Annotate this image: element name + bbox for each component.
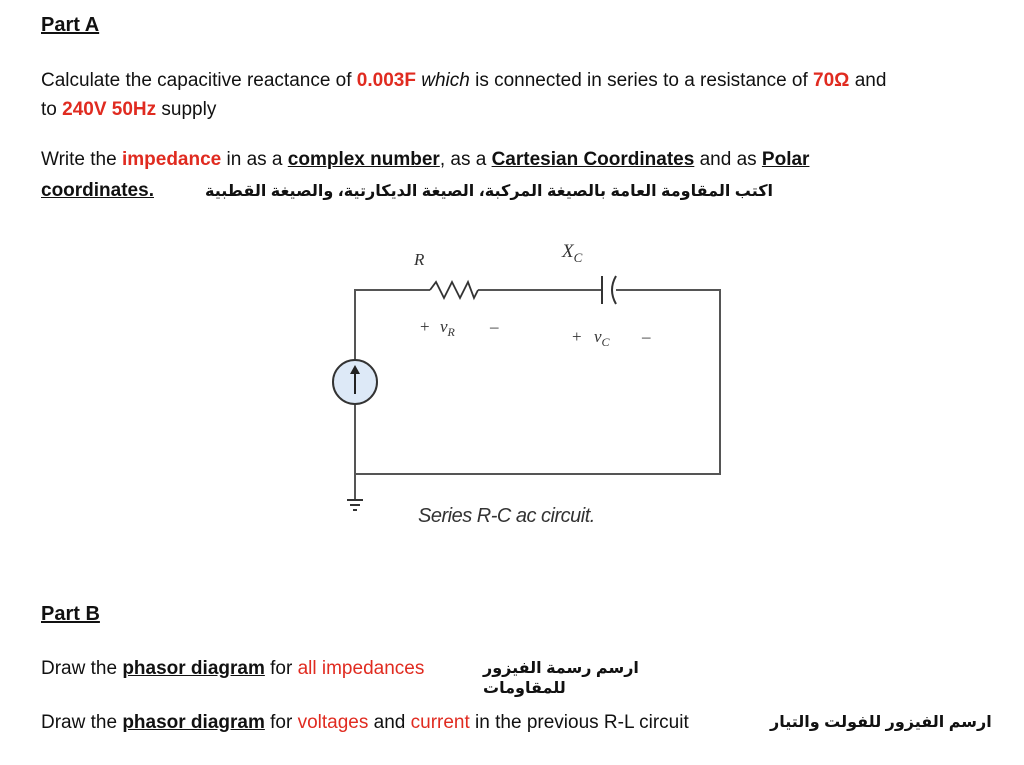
- circuit-wires: [355, 290, 720, 500]
- vc-label: [594, 327, 611, 349]
- part-a-heading: Part A: [41, 14, 100, 36]
- vr-plus-sign: +: [420, 317, 430, 336]
- resistor-label: R: [414, 250, 425, 269]
- text-span: in the previous R-L circuit: [469, 712, 689, 733]
- resistance-value: 70Ω: [813, 70, 850, 91]
- vr-main: v: [440, 317, 448, 336]
- polar-term: Polar: [761, 149, 810, 170]
- text-span: is connected in series to a resistance of: [469, 70, 814, 91]
- voltages-term: voltages: [297, 712, 369, 733]
- text-span: and: [849, 70, 887, 91]
- text-span: which: [415, 70, 470, 91]
- text-span: to: [41, 99, 63, 120]
- coordinates-term: coordinates.: [41, 180, 154, 201]
- part-a-question-line4: [41, 176, 154, 205]
- impedance-term: impedance: [121, 149, 222, 170]
- text-span: Calculate the capacitive reactance of: [41, 70, 357, 91]
- text-span: Write the: [41, 149, 122, 170]
- text-span: Draw the: [41, 658, 123, 679]
- capacitance-value: 0.003F: [356, 70, 416, 91]
- xc-subscript: C: [573, 250, 583, 265]
- text-span: , as a: [439, 149, 492, 170]
- capacitor-label: [561, 241, 583, 265]
- cartesian-term: Cartesian Coordinates: [491, 149, 695, 170]
- resistor-icon: [430, 282, 478, 298]
- all-impedances-term: all impedances: [297, 658, 425, 679]
- part-a-question-line2: [41, 95, 216, 124]
- part-b-question-line2: [41, 708, 689, 737]
- vr-minus-sign: –: [490, 317, 499, 336]
- phasor-diagram-term: phasor diagram: [122, 658, 265, 679]
- text-span: Draw the: [41, 712, 123, 733]
- complex-number-term: complex number: [287, 149, 440, 170]
- phasor-diagram-term: phasor diagram: [122, 712, 265, 733]
- text-span: and as: [694, 149, 762, 170]
- supply-value: 240V 50Hz: [62, 99, 157, 120]
- vr-subscript: R: [447, 325, 455, 339]
- vr-label: [440, 317, 456, 339]
- ac-current-source-icon: [333, 360, 377, 404]
- vc-minus-sign: –: [642, 327, 651, 346]
- current-term: current: [410, 712, 470, 733]
- xc-main: X: [562, 241, 574, 262]
- text-span: for: [264, 712, 298, 733]
- series-rc-circuit-diagram: [310, 232, 740, 532]
- part-b-arabic-line1: ارسم رسمة الفيزور للمقاومات: [483, 660, 639, 697]
- vc-main: v: [594, 327, 602, 346]
- part-a-question-line1: [41, 66, 886, 95]
- part-a-question-line3: [41, 145, 809, 174]
- text-span: and: [368, 712, 411, 733]
- vc-subscript: C: [601, 335, 610, 349]
- capacitor-icon: [602, 276, 616, 304]
- part-a-arabic-instruction: اكتب المقاومة العامة بالصيغة المركبة، الصيغة الديكارتية، والصيغة القطبية: [205, 183, 774, 200]
- part-b-question-line1: [41, 654, 424, 683]
- ground-icon: [347, 500, 363, 510]
- text-span: for: [264, 658, 298, 679]
- part-b-heading: Part B: [41, 603, 100, 625]
- circuit-caption: Series R-C ac circuit.: [418, 505, 595, 527]
- text-span: supply: [156, 99, 217, 120]
- part-b-arabic-line2: ارسم الفيزور للفولت والتيار: [770, 714, 992, 731]
- text-span: in as a: [221, 149, 288, 170]
- vc-plus-sign: +: [572, 327, 582, 346]
